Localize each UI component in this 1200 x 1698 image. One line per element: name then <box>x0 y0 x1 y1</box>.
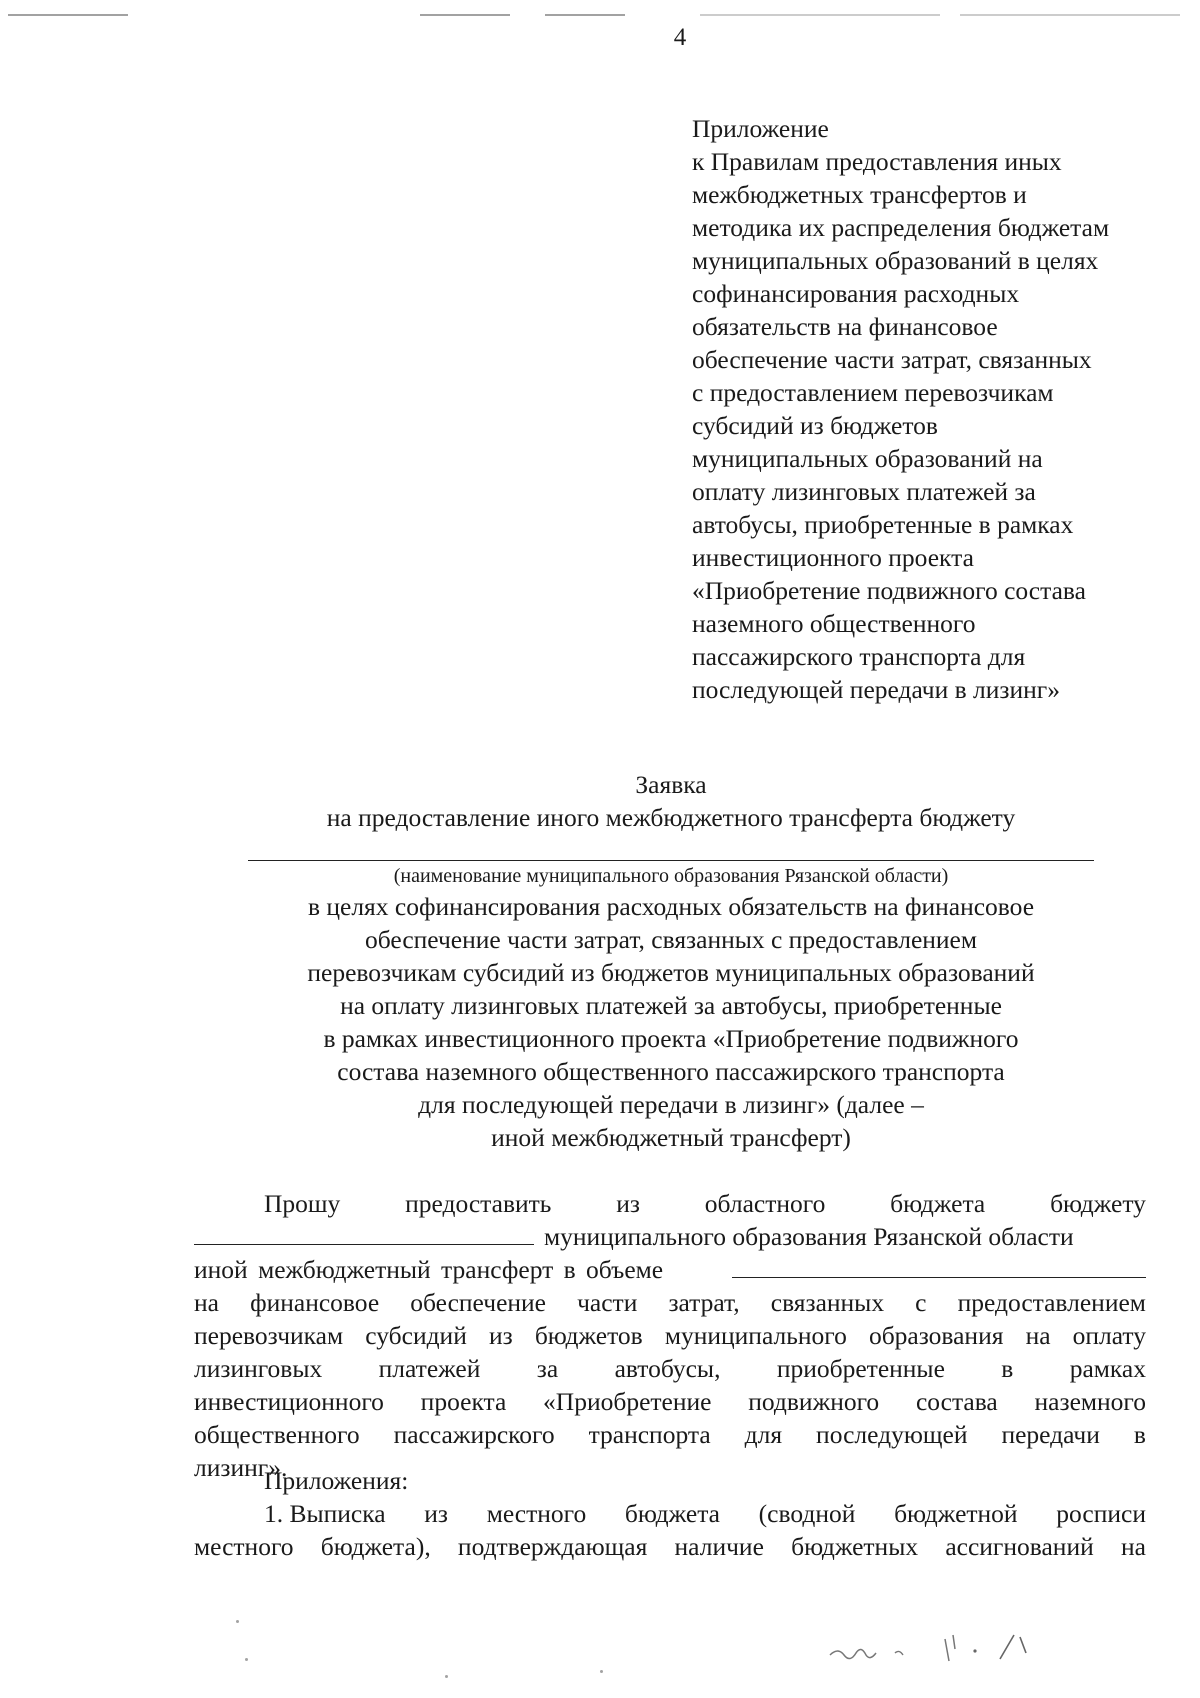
word: (сводной <box>758 1499 856 1528</box>
word: на <box>1025 1321 1051 1350</box>
word: муниципального <box>664 1321 847 1350</box>
word: наличие <box>674 1532 764 1561</box>
attachments-section <box>194 1464 1146 1563</box>
application-purpose <box>248 890 1094 1154</box>
scan-speck <box>236 1620 239 1623</box>
purpose-line: для последующей передачи в лизинг» (далее – <box>418 1090 924 1119</box>
word: лизинговых <box>194 1354 323 1383</box>
purpose-line: иной межбюджетный трансферт) <box>491 1123 851 1152</box>
word: части <box>577 1288 638 1317</box>
appendix-line: оплату лизинговых платежей за <box>692 477 1036 506</box>
appendix-line: муниципальных образований в целях <box>692 246 1099 275</box>
word: с <box>915 1288 927 1317</box>
handwritten-mark <box>825 1625 1075 1675</box>
word: оплату <box>1072 1321 1146 1350</box>
word: на <box>194 1288 219 1317</box>
word: субсидий <box>365 1321 467 1350</box>
appendix-line: обязательств на финансовое <box>692 312 998 341</box>
appendix-line: пассажирского транспорта для <box>692 642 1026 671</box>
word: подвижного <box>748 1387 880 1416</box>
purpose-line: перевозчикам субсидий из бюджетов муниципальных образований <box>307 958 1035 987</box>
word: обеспечение <box>410 1288 546 1317</box>
application-title: Заявка <box>635 770 707 799</box>
appendix-line: обеспечение части затрат, связанных <box>692 345 1092 374</box>
word: на <box>1120 1532 1146 1561</box>
scan-speck <box>445 1675 448 1678</box>
word: бюджетных <box>791 1532 919 1561</box>
request-justified-line <box>194 1319 1146 1352</box>
word: бюджета <box>624 1499 720 1528</box>
attachment-item-1-line-2 <box>194 1530 1146 1563</box>
municipality-name-blank <box>248 860 1094 861</box>
word: предоставлением <box>957 1288 1146 1317</box>
request-justified-line <box>194 1352 1146 1385</box>
word: предоставить <box>405 1189 552 1218</box>
scan-edge-artifact <box>0 14 1200 22</box>
request-line-2-text: муниципального образования Рязанской области <box>544 1222 1074 1251</box>
word: Прошу <box>264 1189 341 1218</box>
attachments-heading: Приложения: <box>264 1466 409 1495</box>
appendix-line: к Правилам предоставления иных <box>692 147 1062 176</box>
word: автобусы, <box>614 1354 721 1383</box>
word: за <box>536 1354 559 1383</box>
appendix-line: автобусы, приобретенные в рамках <box>692 510 1074 539</box>
word: пассажирского <box>393 1420 555 1449</box>
word: в <box>1133 1420 1146 1449</box>
request-justified-line <box>194 1385 1146 1418</box>
word: из <box>616 1189 640 1218</box>
appendix-header <box>692 112 1162 706</box>
page-number: 4 <box>673 24 687 51</box>
municipality-name-caption: (наименование муниципального образования Рязанской области) <box>393 865 949 887</box>
amount-blank <box>732 1255 1146 1278</box>
word: финансовое <box>250 1288 380 1317</box>
appendix-line: наземного общественного <box>692 609 976 638</box>
word: состава <box>915 1387 998 1416</box>
appendix-line: Приложение <box>692 114 829 143</box>
request-line-3-text: иной межбюджетный трансферт в объеме <box>194 1255 664 1284</box>
request-line-2 <box>194 1220 1146 1253</box>
attachment-item-1-line-1 <box>194 1497 1146 1530</box>
word: инвестиционного <box>194 1387 384 1416</box>
request-line-1 <box>194 1187 1146 1220</box>
appendix-line: последующей передачи в лизинг» <box>692 675 1060 704</box>
word: бюджета <box>890 1189 986 1218</box>
word: связанных <box>770 1288 885 1317</box>
word: затрат, <box>668 1288 740 1317</box>
request-line-3 <box>194 1253 1146 1286</box>
word: местного <box>194 1532 294 1561</box>
word: «Приобретение <box>543 1387 712 1416</box>
scan-speck <box>245 1658 248 1661</box>
purpose-line: в рамках инвестиционного проекта «Приобретение подвижного <box>323 1024 1019 1053</box>
appendix-line: субсидий из бюджетов <box>692 411 938 440</box>
request-justified-line <box>194 1286 1146 1319</box>
word: 1. Выписка <box>264 1499 386 1528</box>
word: проекта <box>420 1387 507 1416</box>
application-title-block <box>248 768 1094 834</box>
word: передачи <box>1001 1420 1100 1449</box>
request-justified-line <box>194 1418 1146 1451</box>
municipality-blank <box>194 1222 534 1245</box>
request-paragraph <box>194 1187 1146 1484</box>
appendix-line: инвестиционного проекта <box>692 543 974 572</box>
word: транспорта <box>588 1420 711 1449</box>
word: в <box>1001 1354 1014 1383</box>
word: общественного <box>194 1420 360 1449</box>
word: рамках <box>1069 1354 1146 1383</box>
appendix-line: методика их распределения бюджетам <box>692 213 1110 242</box>
word: последующей <box>816 1420 968 1449</box>
word: платежей <box>378 1354 481 1383</box>
word: бюджету <box>1050 1189 1146 1218</box>
application-subtitle: на предоставление иного межбюджетного трансферта бюджету <box>326 803 1016 832</box>
word: образования <box>868 1321 1004 1350</box>
word: перевозчикам <box>194 1321 344 1350</box>
purpose-line: на оплату лизинговых платежей за автобусы, приобретенные <box>340 991 1002 1020</box>
word: областного <box>704 1189 826 1218</box>
purpose-line: обеспечение части затрат, связанных с предоставлением <box>364 925 978 954</box>
word: местного <box>486 1499 587 1528</box>
request-last-line: лизинг». <box>194 1453 288 1482</box>
appendix-line: с предоставлением перевозчикам <box>692 378 1054 407</box>
appendix-line: муниципальных образований на <box>692 444 1043 473</box>
word: из <box>424 1499 448 1528</box>
appendix-line: софинансирования расходных <box>692 279 1020 308</box>
word: бюджетной <box>894 1499 1018 1528</box>
purpose-line: состава наземного общественного пассажирского транспорта <box>337 1057 1005 1086</box>
word: росписи <box>1056 1499 1146 1528</box>
word: подтверждающая <box>457 1532 648 1561</box>
word: наземного <box>1034 1387 1146 1416</box>
word: ассигнований <box>945 1532 1094 1561</box>
word: для <box>744 1420 783 1449</box>
word: бюджетов <box>534 1321 643 1350</box>
word: из <box>488 1321 513 1350</box>
scan-speck <box>600 1670 603 1673</box>
appendix-line: «Приобретение подвижного состава <box>692 576 1086 605</box>
purpose-line: в целях софинансирования расходных обязательств на финансовое <box>307 892 1035 921</box>
word: бюджета), <box>320 1532 431 1561</box>
word: приобретенные <box>776 1354 945 1383</box>
appendix-line: межбюджетных трансфертов и <box>692 180 1027 209</box>
